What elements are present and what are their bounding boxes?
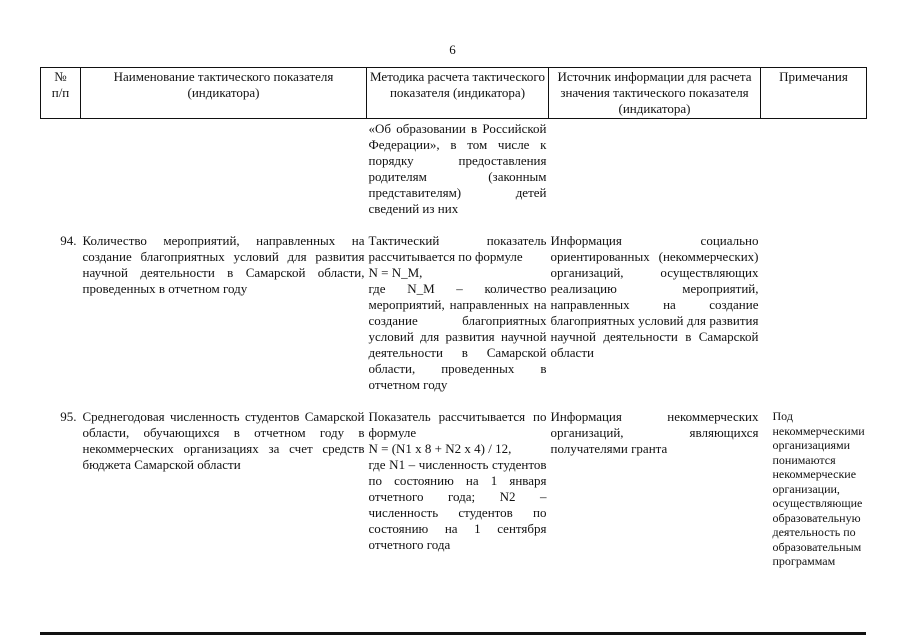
method-formula: N = (N1 x 8 + N2 x 4) / 12, xyxy=(368,441,512,456)
row-source xyxy=(549,119,761,232)
table-row xyxy=(41,119,867,232)
method-explanation: где N1 – численность студентов по состоянию на 1 января отчетного года; N2 – численность студентов по состоянию на 1 сентября отчетного года xyxy=(368,457,547,552)
table-row xyxy=(41,231,867,407)
method-explanation: где N_M – количество мероприятий, направленных на создание благоприятных условий для развития научной деятельности в Самарской области, проведенных в отчетном году xyxy=(368,281,547,392)
row-source: Информация некоммерческих организаций, являющихся получателями гранта xyxy=(550,409,759,456)
method-formula: N = N_M, xyxy=(368,265,423,280)
indicators-table xyxy=(40,67,867,583)
row-method xyxy=(367,407,549,583)
row-num: 94. xyxy=(60,233,77,248)
row-notes: Под некоммерческими организациями понимаются некоммерческие организации, осуществляющие образовательную деятельность по образовательным программам xyxy=(772,409,865,568)
row-notes xyxy=(761,231,867,407)
method-text: Тактический показатель рассчитывается по формуле xyxy=(368,233,547,264)
method-text: «Об образовании в Российской Федерации», в том числе к порядку предоставления родителям (законным представителям) детей сведений из них xyxy=(368,121,547,216)
header-notes: Примечания xyxy=(761,68,867,119)
table-header-row xyxy=(41,68,867,119)
row-source: Информация социально ориентированных (некоммерческих) организаций, осуществляющих реализацию мероприятий, направленных на создание благоприятных условий для развития научной деятельности в Самарской области xyxy=(550,233,759,360)
row-method xyxy=(367,231,549,407)
page-number: 6 xyxy=(449,42,456,57)
table-row xyxy=(41,407,867,583)
row-num xyxy=(41,119,81,232)
header-num: № п/п xyxy=(41,68,81,119)
row-notes xyxy=(761,119,867,232)
method-text: Показатель рассчитывается по формуле xyxy=(368,409,547,440)
row-name xyxy=(81,119,367,232)
bottom-rule xyxy=(40,632,866,635)
row-method xyxy=(367,119,549,232)
row-num: 95. xyxy=(60,409,77,424)
header-method: Методика расчета тактического показателя (индикатора) xyxy=(367,68,549,119)
row-name: Среднегодовая численность студентов Самарской области, обучающихся в отчетном году в некоммерческих организациях за счет средств бюджета Самарской области xyxy=(82,409,365,472)
header-source: Источник информации для расчета значения тактического показателя (индикатора) xyxy=(549,68,761,119)
row-name: Количество мероприятий, направленных на создание благоприятных условий для развития научной деятельности в Самарской области, проведенных в отчетном году xyxy=(82,233,365,296)
header-name: Наименование тактического показателя (индикатора) xyxy=(81,68,367,119)
